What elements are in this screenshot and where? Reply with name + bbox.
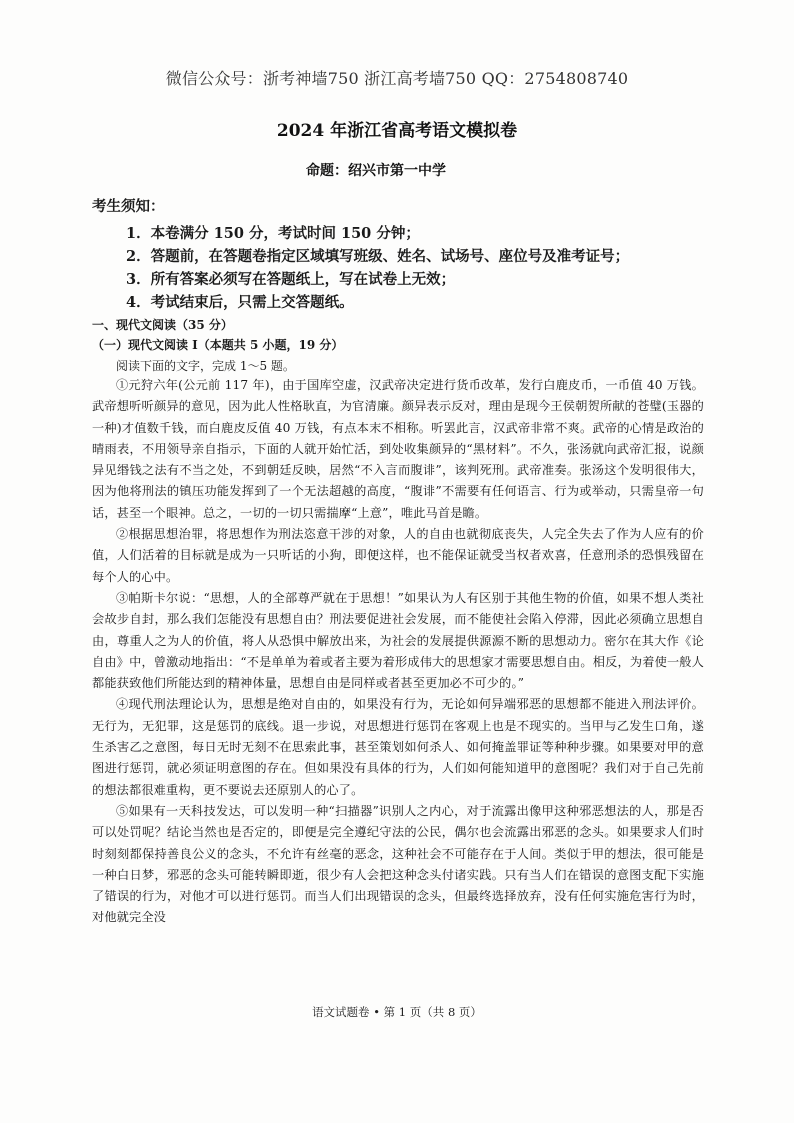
passage-paragraph: ④现代刑法理论认为，思想是绝对自由的，如果没有行为，无论如何异端邪恶的思想都不能进入刑法评价。无行为，无犯罪，这是惩罚的底线。退一步说，对思想进行惩罚在客观上也是不现实的。当甲与乙发生口角，遂生杀害乙之意图，每日无时无刻不在思索此事，甚至策划如何杀人、如何掩盖罪证等种种步骤。如果要对甲的意图进行惩罚，就必须证明意图的存在。但如果没有具体的行为，人们如何能知道甲的意图呢？我们对于自己先前的想法都很难重构，更不要说去还原别人的心了。	[92, 697, 704, 797]
passage-paragraph: ③帕斯卡尔说：“思想，人的全部尊严就在于思想！”如果认为人有区别于其他生物的价值，如果不想人类社会故步自封，那么我们怎能没有思想自由？刑法要促进社会发展，而不能使社会陷入停滞，因此必须确立思想自由，尊重人之为人的价值，将人从恐惧中解放出来，为社会的发展提供源源不断的思想动力。密尔在其大作《论自由》中，曾激动地指出：“不是单单为着或者主要为着形成伟大的思想家才需要思想自由。相反，为着使一般人都能获致他们所能达到的精神体量，思想自由是同样或者甚至更加必不可少的。”	[92, 590, 704, 691]
watermark-text: 微信公众号：浙考神墙750 浙江高考墙750 QQ：2754808740	[165, 69, 629, 88]
section-heading: 一、现代文阅读（35 分）	[92, 318, 233, 332]
passage-paragraph: ①元狩六年(公元前 117 年)，由于国库空虚，汉武帝决定进行货币改革，发行白鹿皮币，一币值 40 万钱。武帝想听听颜异的意见，因为此人性格耿直，为官清廉。颜异表示反对，理由是现今王侯朝贺所献的苍璧(玉器的一种)才值数千钱，而白鹿皮反值 40 万钱，有点本末不相称。听罢此言，汉武帝非常不爽。武帝的心情是政治的晴雨表，不用领导亲自指示，下面的人就开始忙活，到处收集颜异的“黑材料”。不久，张汤就向武帝汇报，说颜异见缗钱之法有不当之处，不到朝廷反映，居然“不入言而腹诽”，该判死刑。武帝准奏。张汤这个发明很伟大，因为他将刑法的镇压功能发挥到了一个无法超越的高度，“腹诽”不需要有任何语言、行为或举动，只需皇帝一句话，甚至一个眼神。总之，一切的一切只需揣摩“上意”，唯此马首是瞻。	[92, 378, 704, 520]
sub-section-heading: （一）现代文阅读 I（本题共 5 小题，19 分）	[92, 338, 344, 352]
page-footer: 语文试题卷 • 第 1 页（共 8 页）	[312, 1005, 482, 1019]
notice-item: 4．考试结束后，只需上交答题纸。	[126, 294, 354, 311]
notice-item: 3．所有答案必须写在答题纸上，写在试卷上无效；	[126, 271, 456, 288]
exam-title: 2024 年浙江省高考语文模拟卷	[276, 121, 518, 141]
reading-instruction: 阅读下面的文字，完成 1～5 题。	[116, 359, 295, 373]
notice-item: 2．答题前，在答题卷指定区域填写班级、姓名、试场号、座位号及准考证号；	[126, 248, 630, 265]
exam-author: 命题：绍兴市第一中学	[306, 163, 446, 179]
notice-item: 1．本卷满分 150 分，考试时间 150 分钟；	[126, 225, 420, 242]
reading-section	[92, 316, 704, 929]
notice-title: 考生须知：	[92, 198, 165, 215]
passage-paragraph: ⑤如果有一天科技发达，可以发明一种“扫描器”识别人之内心，对于流露出像甲这种邪恶想法的人，那是否可以处罚呢？结论当然也是否定的，即便是完全遵纪守法的公民，偶尔也会流露出邪恶的念头。如果要求人们时时刻刻都保持善良公义的念头，不允许有丝毫的恶念，这种社会不可能存在于人间。类似于甲的想法，很可能是一种白日梦，邪恶的念头可能转瞬即逝，很少有人会把这种念头付诸实践。只有当人们在错误的意图支配下实施了错误的行为，对他才可以进行惩罚。而当人们出现错误的念头，但最终选择放弃，没有任何实施危害行为时，对他就完全没	[92, 803, 704, 925]
passage-paragraph: ②根据思想治罪，将思想作为刑法恣意干涉的对象，人的自由也就彻底丧失，人完全失去了作为人应有的价值，人们活着的目标就是成为一只听话的小狗，即便这样，也不能保证就受当权者欢喜，任意刑杀的恐惧残留在每个人的心中。	[92, 527, 704, 584]
candidate-notice	[92, 196, 732, 314]
